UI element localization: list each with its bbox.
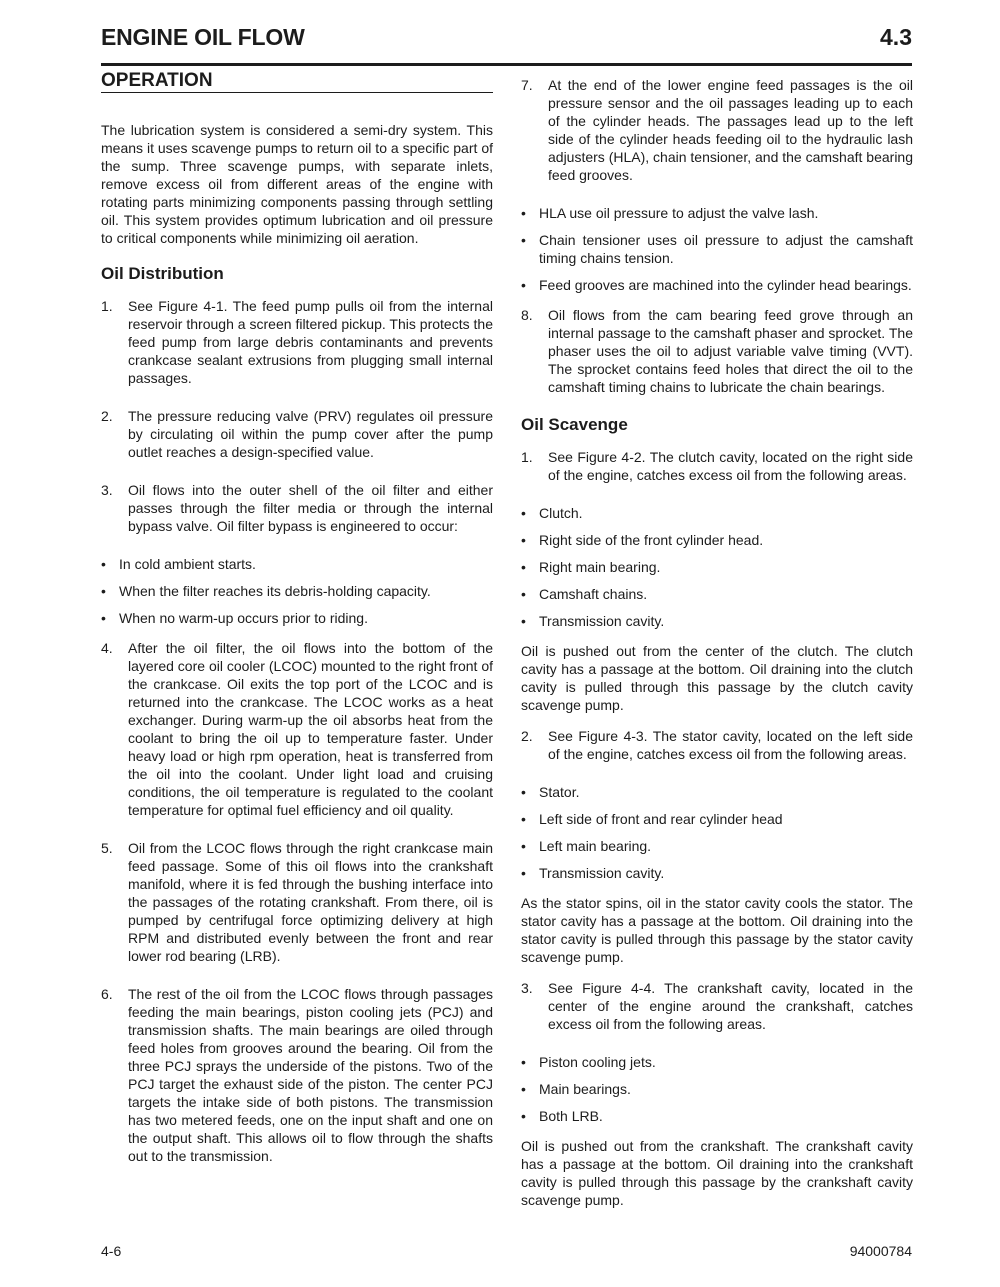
- bullet-glyph: •: [521, 532, 526, 548]
- item-text: The pressure reducing valve (PRV) regulates oil pressure by circulating oil within the pump cover after the pump outlet reaches a design-specified value.: [128, 408, 493, 460]
- bullet-item: [521, 1107, 913, 1125]
- crankshaft-bullet-list: [521, 1053, 913, 1125]
- bullet-text: HLA use oil pressure to adjust the valve lash.: [539, 205, 819, 221]
- bullet-glyph: •: [101, 556, 106, 572]
- bullet-text: When the filter reaches its debris-holding capacity.: [119, 583, 431, 599]
- stator-paragraph: As the stator spins, oil in the stator cavity cools the stator. The stator cavity has a passage at the bottom. Oil draining into the stator cavity is pulled through this passage by the stator cavity scavenge pump.: [521, 895, 913, 965]
- bullet-item: [521, 276, 913, 294]
- operation-heading: OPERATION: [101, 70, 493, 93]
- list-item: [521, 448, 913, 484]
- item-number: 7.: [521, 77, 533, 93]
- bullet-glyph: •: [521, 811, 526, 827]
- bullet-text: Main bearings.: [539, 1081, 631, 1097]
- bullet-item: [521, 585, 913, 603]
- bullet-text: When no warm-up occurs prior to riding.: [119, 610, 368, 626]
- bullet-text: Camshaft chains.: [539, 586, 648, 602]
- bullet-text: Right side of the front cylinder head.: [539, 532, 764, 548]
- list-item: [521, 306, 913, 396]
- oil-distribution-heading: Oil Distribution: [101, 264, 224, 283]
- bullet-item: [521, 1053, 913, 1071]
- bullet-glyph: •: [521, 1054, 526, 1070]
- list-item: [101, 639, 493, 819]
- bullet-item: [521, 504, 913, 522]
- bullet-glyph: •: [521, 1081, 526, 1097]
- bullet-text: Transmission cavity.: [539, 865, 665, 881]
- bullet-item: [521, 810, 913, 828]
- bullet-item: [521, 231, 913, 267]
- item-text: See Figure 4-1. The feed pump pulls oil from the internal reservoir through a screen filtered pickup. This protects the feed pump from large debris contaminants and prevents crankcase sealant extrusions from plugging small internal passages.: [128, 298, 493, 386]
- item-text: Oil flows into the outer shell of the oil filter and either passes through the filter media or through the internal bypass valve. Oil filter bypass is engineered to occur:: [128, 482, 493, 534]
- item-text: The rest of the oil from the LCOC flows through passages feeding the main bearings, piston cooling jets (PCJ) and transmission shafts. The main bearings are oiled through feed holes from grooves around the bearing. Oil from the three PCJ sprays the underside of the pistons. Two of the PCJ target the exhaust side of the piston. The center PCJ targets the intake side of both pistons. The transmission has two metered feeds, one on the input shaft and one on the output shaft. This allows oil to flow through the shafts out to the transmission.: [128, 986, 493, 1164]
- oil-scavenge-heading: Oil Scavenge: [521, 415, 628, 434]
- left-column: [101, 70, 493, 1185]
- bullet-item: [101, 555, 493, 573]
- page-number: 4-6: [101, 1243, 122, 1259]
- bullet-glyph: •: [521, 586, 526, 602]
- item-number: 2.: [101, 408, 113, 424]
- intro-paragraph: The lubrication system is considered a semi-dry system. This means it uses scavenge pumps to return oil to a specific part of the sump. Three scavenge pumps, with separate inlets, remove excess oil from different areas of the engine with rotating parts minimizing components passing through settling oil. This system provides optimum lubrication and oil pressure to critical components while minimizing oil aeration.: [101, 122, 493, 246]
- stator-bullet-list: [521, 783, 913, 882]
- bullet-glyph: •: [521, 1108, 526, 1124]
- item-number: 2.: [521, 728, 533, 744]
- item7-bullet-list: [521, 204, 913, 294]
- list-item: [101, 839, 493, 965]
- bullet-glyph: •: [521, 838, 526, 854]
- list-item: [521, 76, 913, 184]
- bullet-item: [101, 609, 493, 627]
- bullet-item: [521, 864, 913, 882]
- bullet-item: [521, 1080, 913, 1098]
- item-text: See Figure 4-3. The stator cavity, located on the left side of the engine, catches excess oil from the following areas.: [548, 728, 913, 762]
- bullet-item: [521, 531, 913, 549]
- bullet-glyph: •: [101, 610, 106, 626]
- bullet-glyph: •: [521, 232, 526, 248]
- bullet-glyph: •: [521, 505, 526, 521]
- bullet-glyph: •: [521, 559, 526, 575]
- bullet-text: Piston cooling jets.: [539, 1054, 656, 1070]
- bullet-text: In cold ambient starts.: [119, 556, 256, 572]
- bullet-text: Left side of front and rear cylinder head: [539, 811, 783, 827]
- clutch-bullet-list: [521, 504, 913, 630]
- item-text: See Figure 4-4. The crankshaft cavity, located in the center of the engine around the crankshaft, catches excess oil from the following areas.: [548, 980, 913, 1032]
- item-number: 8.: [521, 307, 533, 323]
- bullet-text: Clutch.: [539, 505, 583, 521]
- item-number: 6.: [101, 986, 113, 1002]
- page-header: [101, 24, 912, 64]
- item-number: 3.: [101, 482, 113, 498]
- bullet-item: [521, 612, 913, 630]
- item-text: At the end of the lower engine feed passages is the oil pressure sensor and the oil passages leading up to each of the cylinder heads. The passages lead up to the left side of the cylinder heads feeding oil to the hydraulic lash adjusters (HLA), chain tensioner, and the camshaft bearing feed grooves.: [548, 77, 913, 183]
- bullet-text: Feed grooves are machined into the cylinder head bearings.: [539, 277, 912, 293]
- page-title: ENGINE OIL FLOW: [101, 24, 305, 50]
- bullet-text: Transmission cavity.: [539, 613, 665, 629]
- item-text: See Figure 4-2. The clutch cavity, located on the right side of the engine, catches excess oil from the following areas.: [548, 449, 913, 483]
- item-number: 4.: [101, 640, 113, 656]
- list-item: [101, 297, 493, 387]
- bullet-text: Left main bearing.: [539, 838, 652, 854]
- item-text: Oil flows from the cam bearing feed grove through an internal passage to the camshaft phaser and sprocket. The phaser uses the oil to adjust variable valve timing (VVT). The sprocket contains feed holes that direct the oil to the camshaft timing chains to lubricate the chain bearings.: [548, 307, 913, 395]
- document-number: 94000784: [849, 1243, 912, 1259]
- list-item: [101, 481, 493, 535]
- bullet-glyph: •: [521, 277, 526, 293]
- bullet-text: Right main bearing.: [539, 559, 661, 575]
- bullet-text: Chain tensioner uses oil pressure to adjust the camshaft timing chains tension.: [539, 232, 913, 266]
- list-item: [101, 407, 493, 461]
- item-number: 3.: [521, 980, 533, 996]
- bullet-item: [101, 582, 493, 600]
- bullet-glyph: •: [521, 205, 526, 221]
- clutch-paragraph: Oil is pushed out from the center of the clutch. The clutch cavity has a passage at the bottom. Oil draining into the clutch cavity is pulled through this passage by the clutch cavity scavenge pump.: [521, 643, 913, 713]
- bullet-item: [521, 204, 913, 222]
- bullet-item: [521, 558, 913, 576]
- section-number: 4.3: [880, 24, 912, 50]
- bullet-glyph: •: [101, 583, 106, 599]
- item-number: 1.: [521, 449, 533, 465]
- list-item: [101, 985, 493, 1165]
- item-text: Oil from the LCOC flows through the right crankcase main feed passage. Some of this oil flows into the crankshaft manifold, where it is fed through the bushing interface into the passages of the rotating crankshaft. From there, oil is pumped by centrifugal force optimizing delivery at high RPM and distributed evenly between the front and rear lower rod bearing (LRB).: [128, 840, 493, 964]
- bullet-glyph: •: [521, 784, 526, 800]
- bullet-item: [521, 783, 913, 801]
- bullet-text: Both LRB.: [539, 1108, 603, 1124]
- item-text: After the oil filter, the oil flows into the bottom of the layered core oil cooler (LCOC) mounted to the right front of the crankcase. Oil exits the top port of the LCOC and is returned into the crankcase. The LCOC works as a heat exchanger. During warm-up the oil absorbs heat from the coolant to bring the oil up to temperature faster. Under heavy load or high rpm operation, heat is transferred from the oil into the coolant. Under light load and cruising conditions, the oil temperature is regulated to the coolant temperature for optimal fuel efficiency and oil quality.: [128, 640, 493, 818]
- list-item: [521, 727, 913, 763]
- bullet-glyph: •: [521, 613, 526, 629]
- header-rule: [101, 63, 912, 66]
- bullet-text: Stator.: [539, 784, 580, 800]
- item-number: 1.: [101, 298, 113, 314]
- bullet-item: [521, 837, 913, 855]
- bypass-bullet-list: [101, 555, 493, 627]
- crankshaft-paragraph: Oil is pushed out from the crankshaft. The crankshaft cavity has a passage at the bottom. Oil draining into the crankshaft cavity is pulled through this passage by the crankshaft cavity scavenge pump.: [521, 1138, 913, 1208]
- right-column: [521, 76, 913, 1222]
- bullet-glyph: •: [521, 865, 526, 881]
- list-item: [521, 979, 913, 1033]
- item-number: 5.: [101, 840, 113, 856]
